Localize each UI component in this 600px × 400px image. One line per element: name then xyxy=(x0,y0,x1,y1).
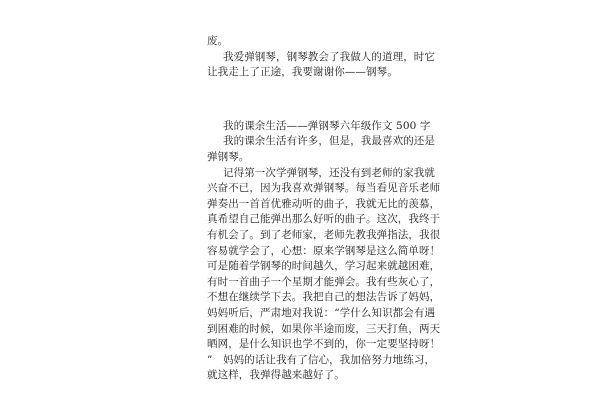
text-line: 有机会了。到了老师家，老师先教我弹指法，我很 xyxy=(207,228,441,241)
section-gap xyxy=(207,81,397,119)
text-line: 晒网，是什么知识也学不到的，你一定要坚持呀！ xyxy=(207,338,441,351)
text-line: 弹钢琴。 xyxy=(207,150,250,163)
document-page xyxy=(207,34,441,384)
text-line: 妈妈听后，严肃地对我说：“学什么知识都会有遇 xyxy=(207,306,436,319)
text-line: 真希望自己能弹出那么好听的曲子。这次，我终于 xyxy=(207,213,441,226)
text-line: ” 妈妈的话让我有了信心，我加倍努力地练习， xyxy=(207,353,436,366)
paragraph-start: 我爱弹钢琴，钢琴教会了我做人的道理，时它 xyxy=(223,50,435,63)
text-line: 不想在继续学下去。我把自己的想法告诉了妈妈， xyxy=(207,291,441,304)
paragraph-start: 我的课余生活有许多，但是，我最喜欢的还是 xyxy=(223,135,435,148)
text-line: 就这样，我弹得越来越好了。 xyxy=(207,369,345,382)
text-line: 可是随着学钢琴的时间越久，学习起来就越困难， xyxy=(207,260,441,273)
paragraph-start: 记得第一次学弹钢琴，还没有到老师的家我就 xyxy=(223,166,435,179)
text-line: 容易就学会了，心想：原来学钢琴是这么简单呀！ xyxy=(207,244,441,257)
text-line: 兴奋不已，因为我喜欢弹钢琴。每当看见音乐老师 xyxy=(207,182,441,195)
essay-section xyxy=(207,119,441,384)
text-line: 废。 xyxy=(207,35,229,47)
text-line: 到困难的时候，如果你半途而废，三天打鱼，两天 xyxy=(207,322,441,335)
section-ending xyxy=(207,34,435,81)
text-line: 弹奏出一首首优雅动听的曲子，我就无比的羡慕， xyxy=(207,197,441,210)
text-line: 让我走上了正途，我要谢谢你——钢琴。 xyxy=(207,66,398,79)
essay-title: 我的课余生活——弹钢琴六年级作文 500 字 xyxy=(223,119,431,132)
text-line: 有时一首曲子一个星期才能弹会。我有些灰心了， xyxy=(207,275,441,288)
